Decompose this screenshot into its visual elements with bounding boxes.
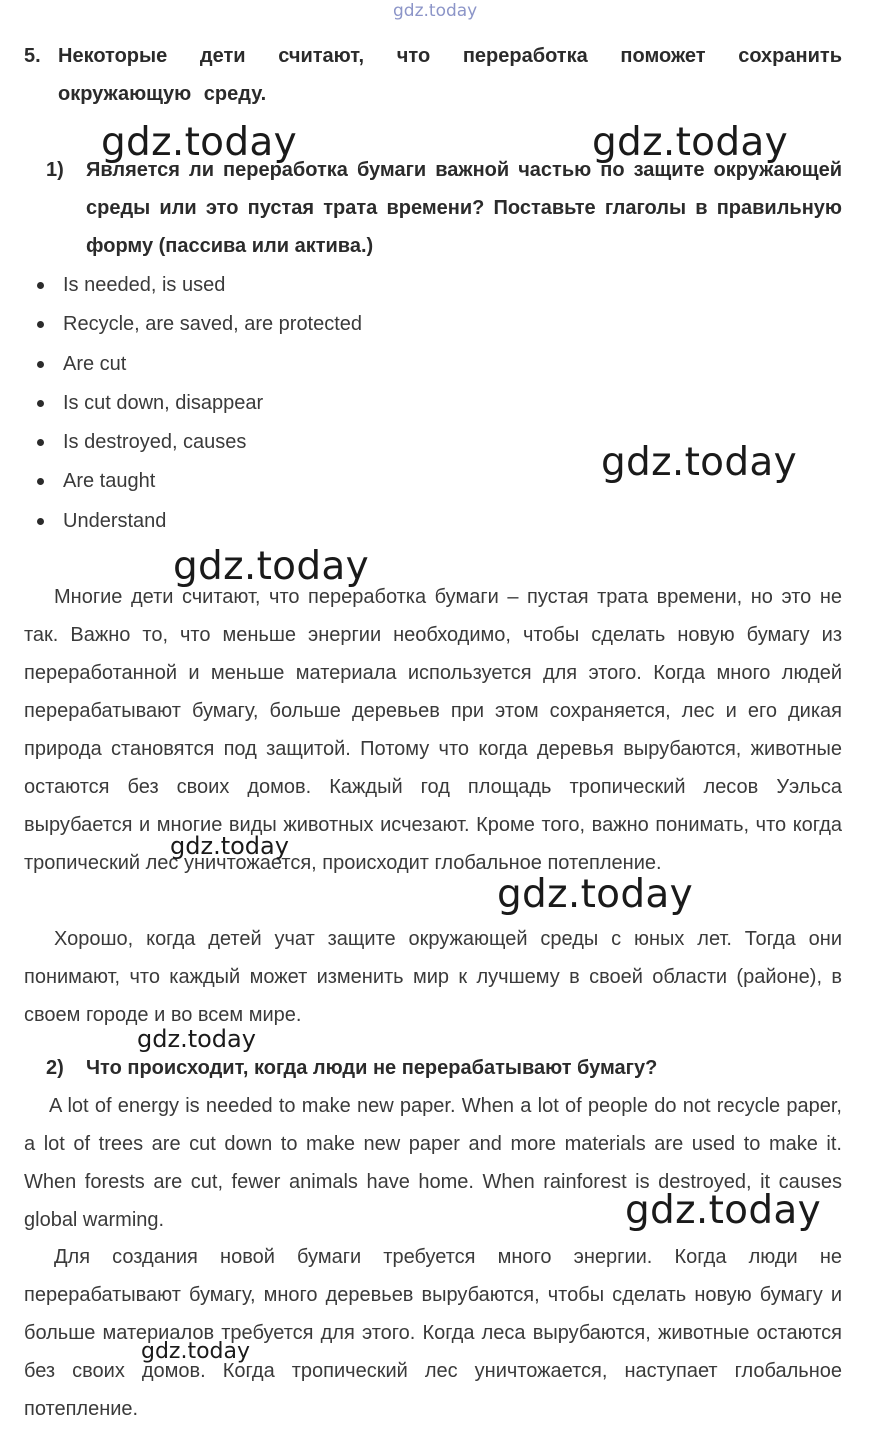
task-heading (24, 37, 842, 113)
bullet-icon (37, 478, 44, 485)
subquestion-1 (46, 151, 842, 265)
watermark-top: gdz.today (393, 1, 478, 21)
answer-list (34, 266, 362, 541)
bullet-icon (37, 400, 44, 407)
subquestion-1-number: 1) (46, 159, 64, 181)
list-item: Are cut (34, 345, 362, 384)
list-item: Recycle, are saved, are protected (34, 305, 362, 344)
list-item: Are taught (34, 462, 362, 501)
watermark: gdz.today (101, 120, 297, 165)
bullet-icon (37, 321, 44, 328)
translation-paragraph-1: Многие дети считают, что переработка бумаги – пустая трата времени, но это не так. Важно то, что меньше энергии необходимо, чтобы сделать новую бумагу из переработанной и меньше материала используется для этого. Когда много людей перерабатывают бумагу, больше деревьев при этом сохраняется, лес и его дикая природа становятся под защитой. Потому что когда деревья вырубаются, животные остаются без своих домов. Каждый год площадь тропический лесов Уэльса вырубается и многие виды животных исчезают. Кроме того, важно понимать, что когда тропический лес уничтожается, происходит глобальное потепление. (24, 586, 842, 874)
watermark: gdz.today (170, 832, 289, 860)
bullet-icon (37, 439, 44, 446)
subquestion-2-number: 2) (46, 1057, 64, 1079)
watermark: gdz.today (592, 120, 788, 165)
bullet-icon (37, 361, 44, 368)
watermark: gdz.today (497, 872, 693, 917)
task-number: 5. (24, 45, 41, 67)
subquestion-2-text: Что происходит, когда люди не перерабатывают бумагу? (86, 1057, 658, 1079)
watermark: gdz.today (141, 1339, 251, 1364)
watermark: gdz.today (625, 1188, 821, 1233)
answer-russian: Для создания новой бумаги требуется много энергии. Когда люди не перерабатывают бумагу, много деревьев вырубаются, чтобы сделать новую бумагу и больше материалов требуется для этого. Когда леса вырубаются, животные остаются без своих домов. Когда тропический лес уничтожается, наступает глобальное потепление. (24, 1246, 842, 1420)
list-item: Is needed, is used (34, 266, 362, 305)
list-item: Is cut down, disappear (34, 384, 362, 423)
list-item: Is destroyed, causes (34, 423, 362, 462)
subquestion-1-text: Является ли переработка бумаги важной частью по защите окружающей среды или это пустая трата времени? Поставьте глаголы в правильную форму (пассива или актива.) (86, 159, 842, 257)
watermark: gdz.today (601, 440, 797, 485)
bullet-icon (37, 518, 44, 525)
list-item: Understand (34, 502, 362, 541)
subquestion-2 (46, 1049, 842, 1087)
bullet-icon (37, 282, 44, 289)
watermark: gdz.today (173, 544, 369, 589)
translation-paragraph-2: Хорошо, когда детей учат защите окружающей среды с юных лет. Тогда они понимают, что каждый может изменить мир к лучшему в своей области (районе), в своем городе и во всем мире. (24, 928, 842, 1026)
task-text: Некоторые дети считают, что переработка поможет сохранить окружающую среду. (58, 45, 842, 105)
answer-english: A lot of energy is needed to make new paper. When a lot of people do not recycle paper, a lot of trees are cut down to make new paper and more materials are used to make it. When forests are cut, fewer animals have home. When rainforest is destroyed, it causes global warming. (24, 1095, 842, 1231)
watermark: gdz.today (137, 1025, 256, 1053)
